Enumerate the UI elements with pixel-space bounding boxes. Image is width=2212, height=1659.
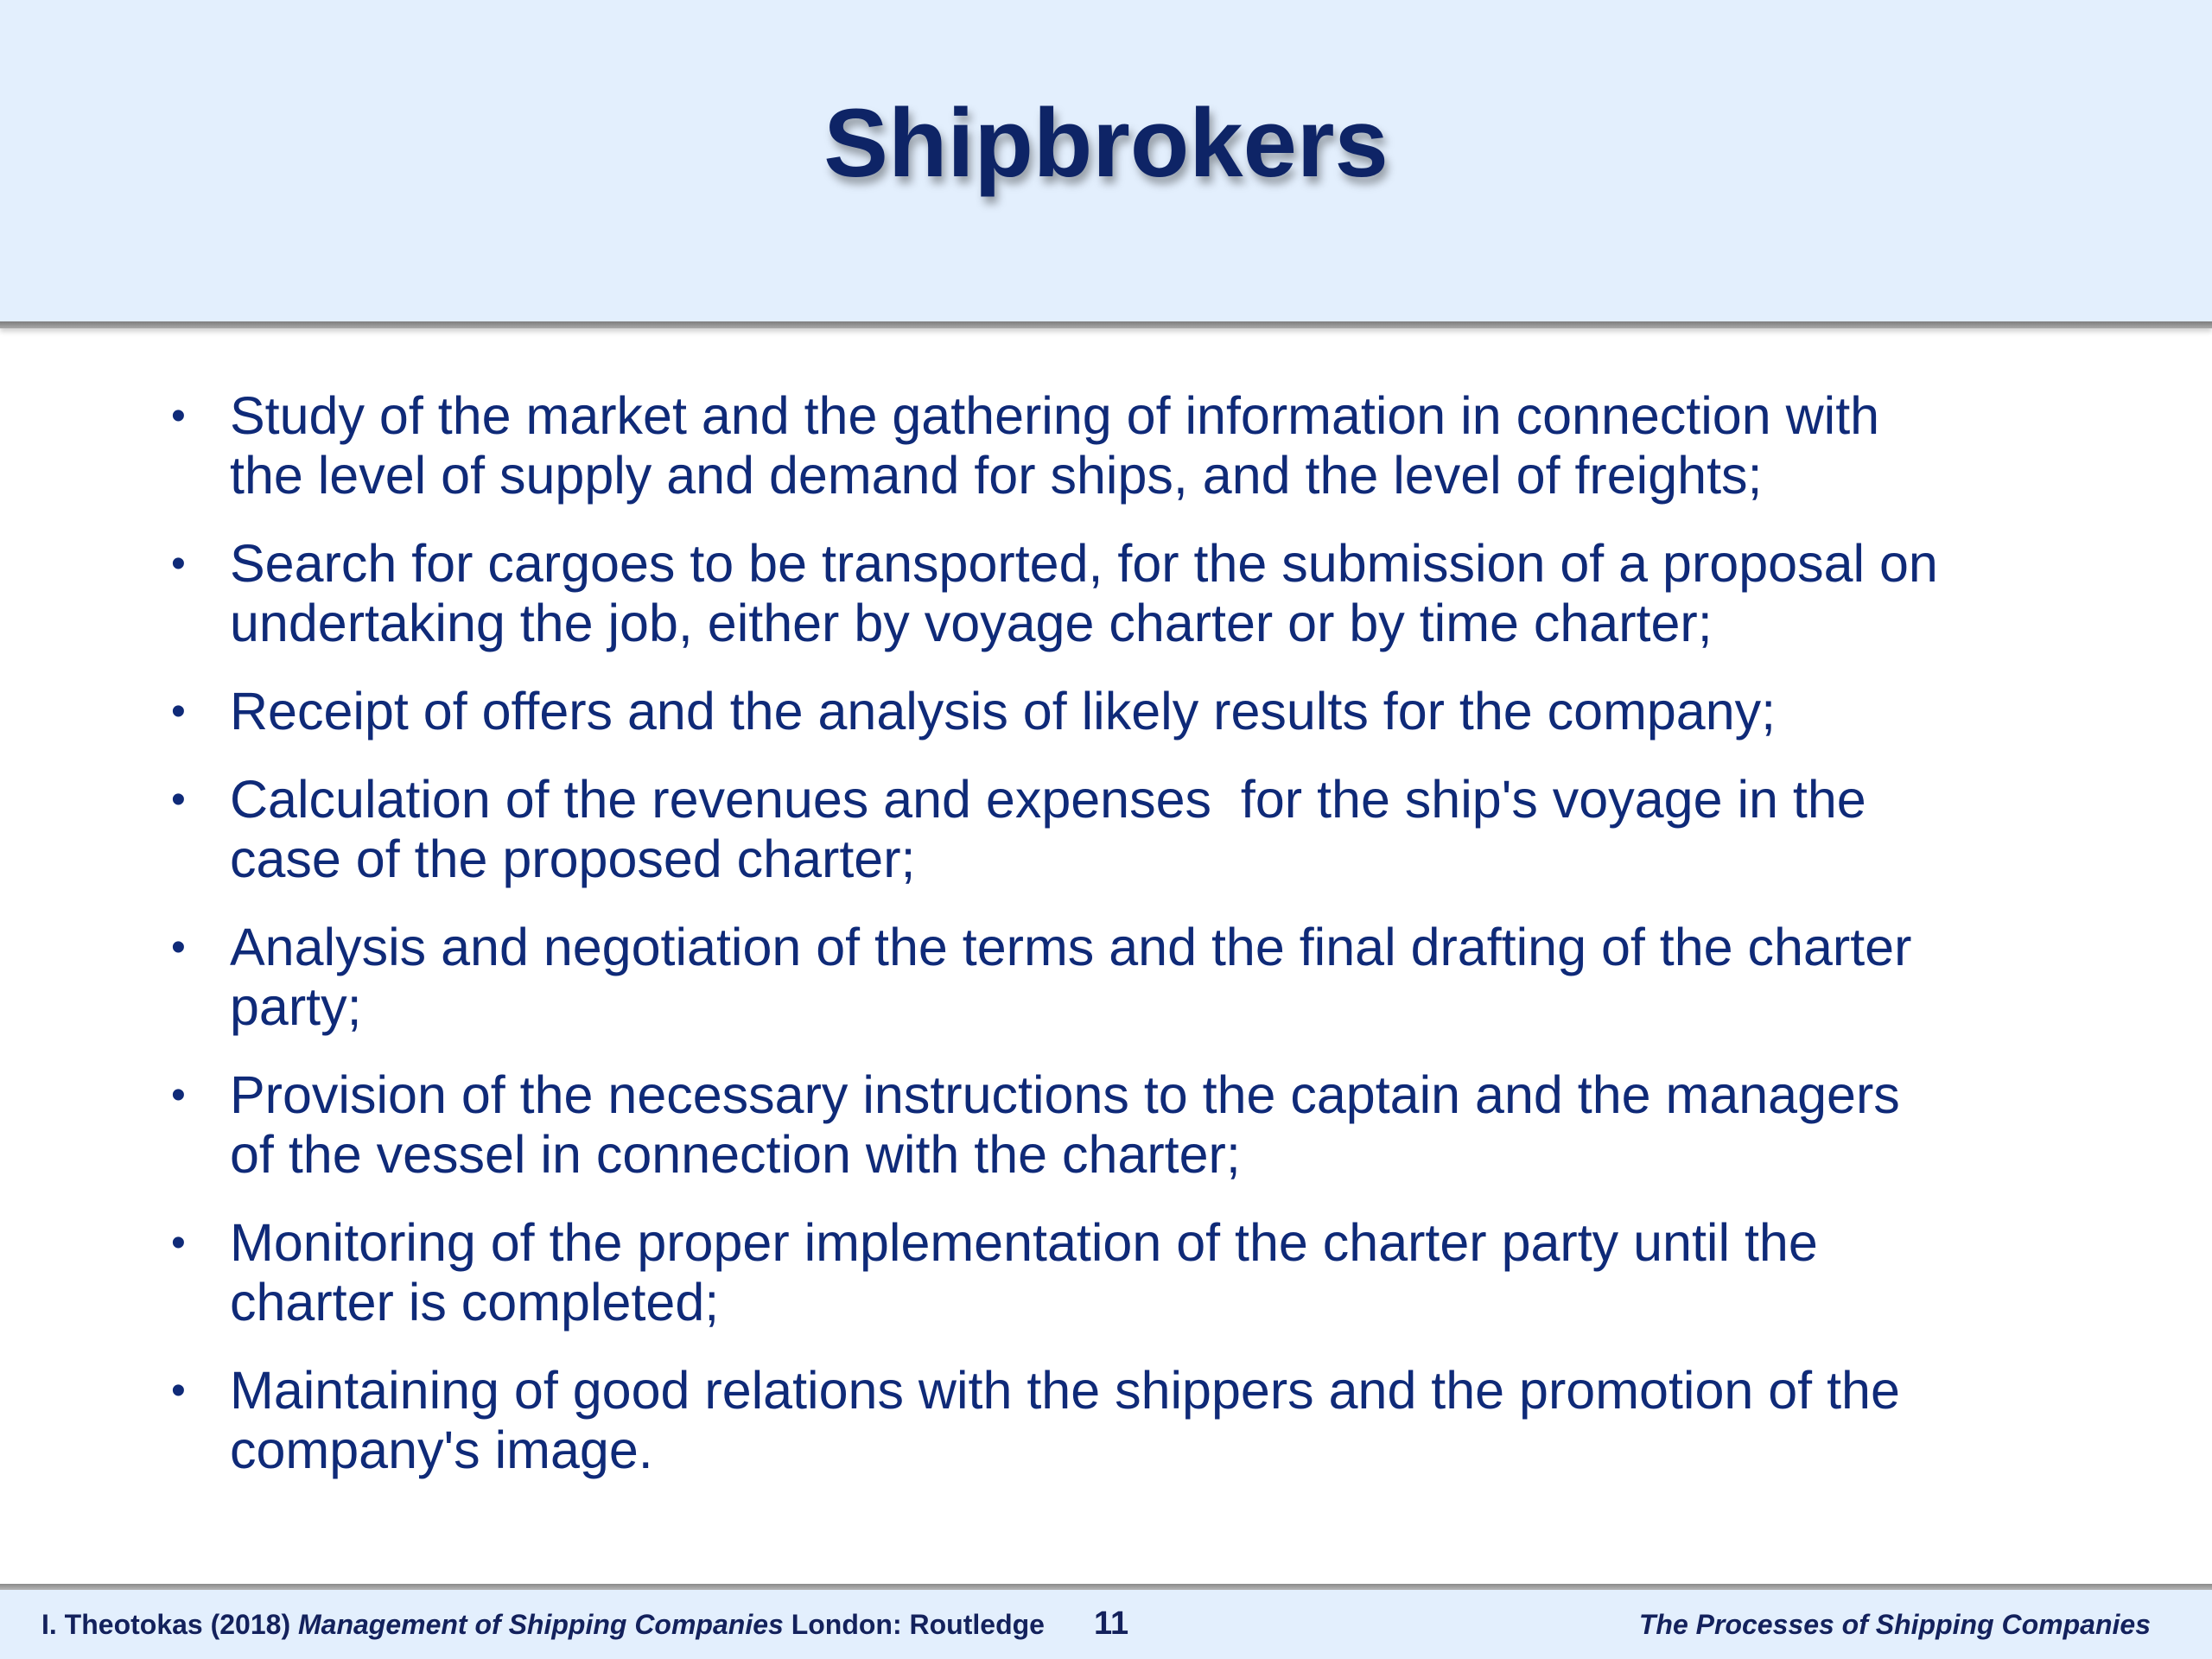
header-divider: [0, 321, 2212, 328]
bullet-icon: •: [171, 1220, 186, 1266]
footer-section-title: The Processes of Shipping Companies: [1638, 1609, 2151, 1640]
bullet-item-monitoring: [0, 1213, 2212, 1332]
bullet-icon: •: [171, 689, 186, 734]
bullet-icon: •: [171, 541, 186, 587]
bullet-text: Monitoring of the proper implementation of the charter party until the charter is completed;: [230, 1213, 1818, 1332]
citation-publisher: London: Routledge: [791, 1609, 1045, 1640]
bullet-item-cargo-search: [0, 534, 2212, 653]
bullet-item-relations: [0, 1361, 2212, 1480]
bullet-icon: •: [171, 925, 186, 970]
bullet-list: [0, 386, 2212, 1509]
citation-title: Management of Shipping Companies: [297, 1609, 784, 1640]
bullet-icon: •: [171, 1072, 186, 1118]
citation-author: I. Theotokas (2018): [41, 1609, 291, 1640]
slide-footer: [0, 1590, 2212, 1659]
bullet-item-offers: [0, 682, 2212, 741]
slide-header: [0, 0, 2212, 321]
bullet-icon: •: [171, 1368, 186, 1414]
bullet-text: Provision of the necessary instructions to the captain and the managers of the vessel in connection with the charter;: [230, 1065, 1900, 1184]
bullet-text: Calculation of the revenues and expenses for the ship's voyage in the case of the proposed charter;: [230, 770, 1866, 888]
bullet-icon: •: [171, 777, 186, 823]
bullet-text: Receipt of offers and the analysis of likely results for the company;: [230, 682, 1777, 741]
bullet-text: Search for cargoes to be transported, for the submission of a proposal on undertaking the job, either by voyage charter or by time charter;: [230, 534, 1938, 652]
bullet-item-market-study: [0, 386, 2212, 505]
slide-title: Shipbrokers: [823, 89, 1389, 197]
bullet-item-negotiation: [0, 918, 2212, 1037]
bullet-item-calculation: [0, 770, 2212, 889]
bullet-text: Study of the market and the gathering of information in connection with the level of supply and demand for ships, and the level of freights;: [230, 386, 1880, 505]
bullet-icon: •: [171, 393, 186, 439]
footer-citation: [41, 1609, 1045, 1641]
footer-divider: [0, 1584, 2212, 1590]
bullet-item-instructions: [0, 1065, 2212, 1185]
bullet-text: Maintaining of good relations with the shippers and the promotion of the company's image.: [230, 1361, 1900, 1479]
bullet-text: Analysis and negotiation of the terms and the final drafting of the charter party;: [230, 918, 1912, 1036]
page-number: 11: [1094, 1605, 1129, 1642]
